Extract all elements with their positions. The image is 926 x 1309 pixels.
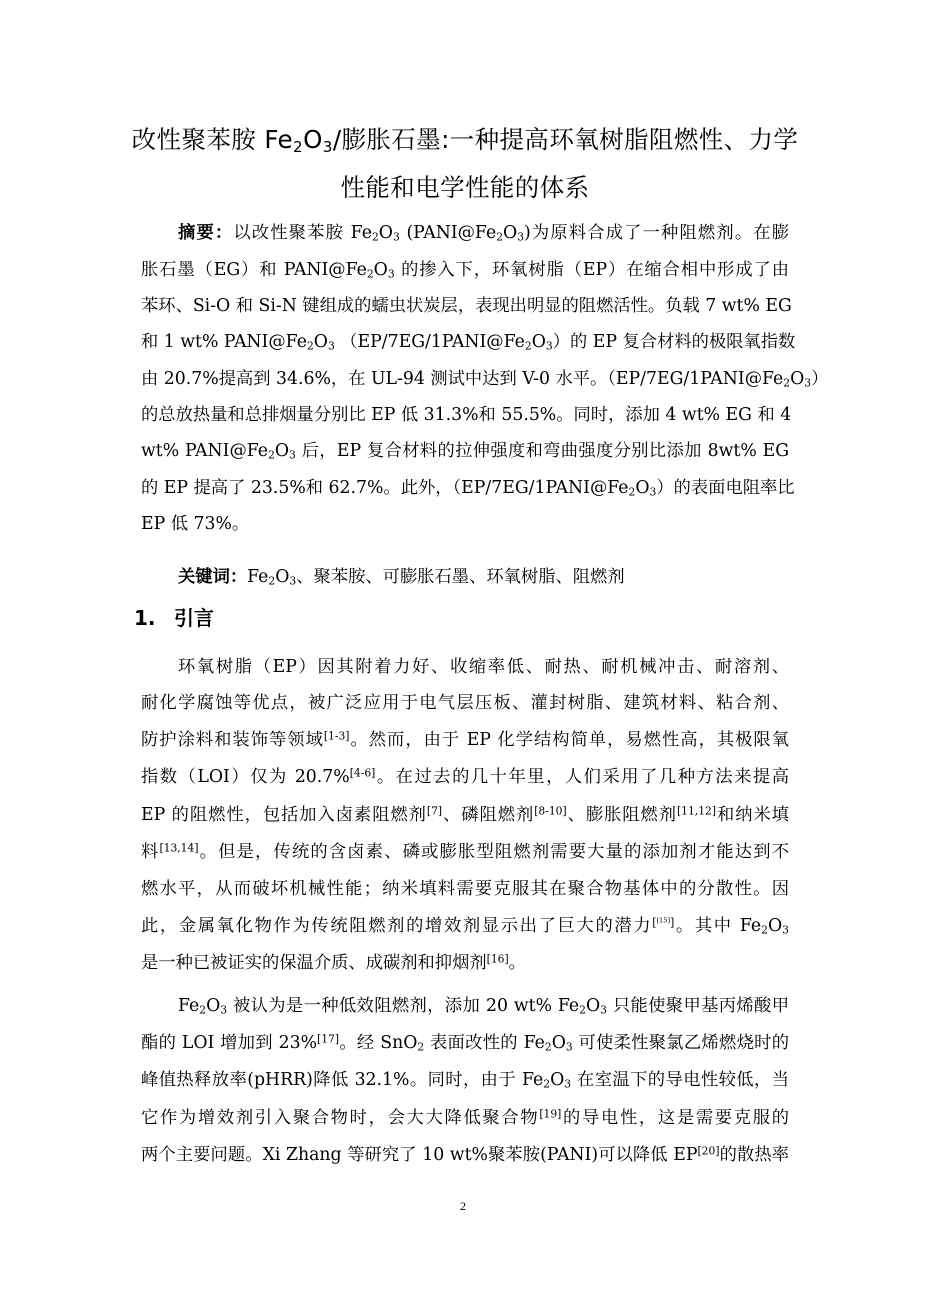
abstract-label: 摘要： <box>178 223 234 243</box>
intro-paragraph-2-line-4: 它作为增效剂引入聚合物时，会大大降低聚合物[19]的导电性，这是需要克服的 <box>141 1107 789 1128</box>
abstract-line-8: 的 EP 提高了 23.5%和 62.7%。此外，$(EP/7EG/1PANI@Fe_2O_3)$的表面电阻率比 <box>141 478 795 499</box>
section-number: 1. <box>134 606 156 630</box>
abstract-line-1: 摘要：以改性聚苯胺 $Fe_2O_3$ $(PANI@Fe_2O_3)$为原料合成了一种阻燃剂。在膨 <box>178 223 789 244</box>
abstract-line-5: 由 20.7%提高到 34.6%，在 UL-94 测试中达到 V-0 水平。$(EP/7EG/1PANI@Fe_2O_3)$ <box>141 369 829 390</box>
intro-paragraph-1-line-5: EP 的阻燃性，包括加入卤素阻燃剂[7]、磷阻燃剂[8-10]、膨胀阻燃剂[11,12]和纳米填 <box>141 804 789 825</box>
intro-paragraph-1-line-1: 环氧树脂（EP）因其附着力好、收缩率低、耐热、耐机械冲击、耐溶剂、 <box>178 657 789 677</box>
intro-paragraph-1-line-7: 燃水平，从而破坏机械性能；纳米填料需要克服其在聚合物基体中的分散性。因 <box>141 879 789 899</box>
abstract-line-3: 苯环、Si-O 和 Si-N 键组成的蠕虫状炭层，表现出明显的阻燃活性。负载 7 wt% EG <box>141 296 792 316</box>
intro-paragraph-2-line-2: 酯的 LOI 增加到 23%[17]。经 SnO$_2$ 表面改性的 $Fe_2O_3$ 可使柔性聚氯乙烯燃烧时的 <box>141 1032 789 1054</box>
keywords-text: $Fe_2O_3$、聚苯胺、可膨胀石墨、环氧树脂、阻燃剂 <box>247 567 625 588</box>
intro-paragraph-2-line-1: $Fe_2O_3$ 被认为是一种低效阻燃剂，添加 20 wt% $Fe_2O_3$ 只能使聚甲基丙烯酸甲 <box>178 996 789 1017</box>
abstract-line-2: 胀石墨（EG）和 $PANI@Fe_2O_3$ 的掺入下，环氧树脂（EP）在缩合相中形成了由 <box>141 260 789 281</box>
intro-paragraph-1-line-2: 耐化学腐蚀等优点，被广泛应用于电气层压板、灌封树脂、建筑材料、粘合剂、 <box>141 693 789 713</box>
intro-paragraph-1-line-9: 是一种已被证实的保温介质、成碳剂和抑烟剂[16]。 <box>141 952 526 973</box>
paper-title-line-1: 改性聚苯胺 $Fe_2O_3/$膨胀石墨:一种提高环氧树脂阻燃性、力学 <box>131 125 799 156</box>
page-number: 2 <box>460 1199 466 1213</box>
abstract-line-7: wt% $PANI@Fe_2O_3$ 后，EP 复合材料的拉伸强度和弯曲强度分别比添加 8wt% EG <box>141 441 789 462</box>
keywords-line <box>178 566 789 588</box>
intro-paragraph-1-line-3: 防护涂料和装饰等领域[1-3]。然而，由于 EP 化学结构简单，易燃性高，其极限氧 <box>141 729 789 750</box>
intro-paragraph-1-line-8: 此，金属氧化物作为传统阻燃剂的增效剂显示出了巨大的潜力[[15]]。其中 $Fe_2O_3$ <box>141 915 789 937</box>
intro-paragraph-1-line-6: 料[13,14]。但是，传统的含卤素、磷或膨胀型阻燃剂需要大量的添加剂才能达到不 <box>141 841 789 862</box>
section-heading-introduction <box>134 605 214 631</box>
paper-title-line-2: 性能和电学性能的体系 <box>340 173 590 202</box>
intro-paragraph-2-line-5: 两个主要问题。Xi Zhang 等研究了 10 wt%聚苯胺(PANI)可以降低 EP[20]的散热率 <box>141 1144 789 1165</box>
intro-paragraph-1-line-4: 指数（LOI）仅为 20.7%[4-6]。在过去的几十年里，人们采用了几种方法来提高 <box>141 766 789 787</box>
section-title: 引言 <box>174 606 214 630</box>
intro-paragraph-2-line-3: 峰值热释放率(pHRR)降低 32.1%。同时，由于 $Fe_2O_3$ 在室温下的导电性较低，当 <box>141 1070 789 1091</box>
keywords-label: 关键词： <box>178 567 248 587</box>
abstract-line-6: 的总放热量和总排烟量分别比 EP 低 31.3%和 55.5%。同时，添加 4 wt% EG 和 4 <box>141 405 792 425</box>
abstract-line-4: 和 1 wt% $PANI@Fe_2O_3$ $(EP/7EG/1PANI@Fe_2O_3)$的 EP 复合材料的极限氧指数 <box>141 332 796 353</box>
abstract-line-9: EP 低 73%。 <box>141 514 250 534</box>
